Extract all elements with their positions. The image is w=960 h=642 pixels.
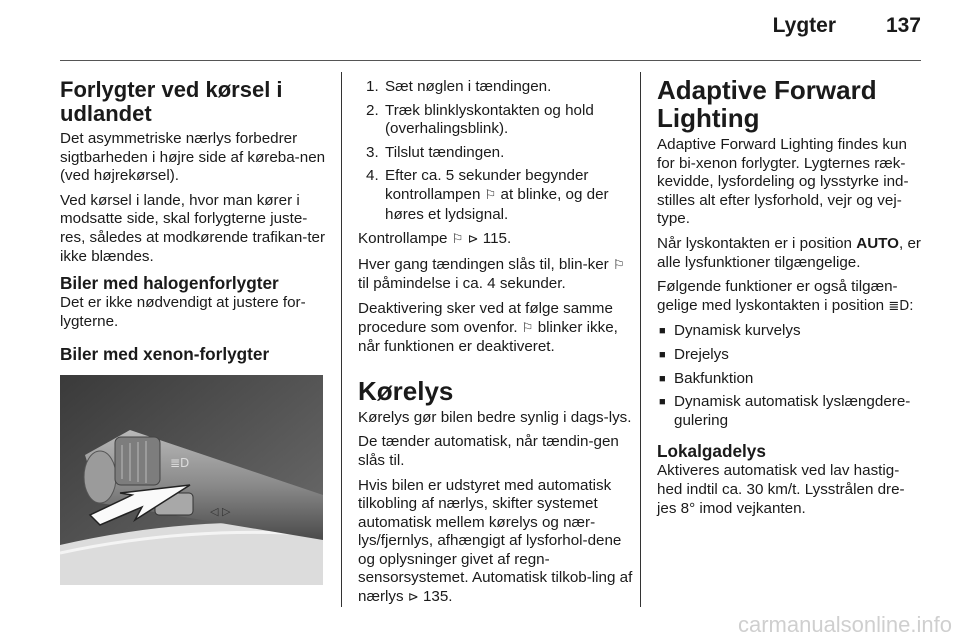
heading-halogen: Biler med halogenforlygter (60, 273, 279, 294)
column-3 (657, 76, 922, 524)
column-2 (358, 78, 633, 614)
paragraph: Følgende funktioner er også tilgæn-gelige med lyskontakten i position ≣D: (657, 278, 914, 314)
column-divider-1 (341, 72, 342, 607)
heading-local-street-lights: Lokalgadelys (657, 441, 766, 462)
list-item: ■ Dynamisk automatisk lyslængdere-gulering (657, 393, 922, 430)
indicator-icon: ⚐ (484, 187, 497, 203)
page-ref-arrow-icon: ⊳ (407, 590, 419, 606)
list-item: ■ Drejelys (657, 346, 922, 365)
paragraph: Ved kørsel i lande, hvor man kører i modsatte side, skal forlygterne juste-res, således at modkørende trafikan-ter ikke blændes. (60, 191, 326, 265)
paragraph: Kørelys gør bilen bedre synlig i dags-lys. (358, 408, 632, 426)
step-item: 2. Træk blinklyskontakten og hold (overhalingsblink). (366, 101, 594, 138)
paragraph: De tænder automatisk, når tændin-gen slås til. (358, 433, 619, 469)
step-item: 4. Efter ca. 5 sekunder begynder kontrollampen ⚐ at blinke, og der høres et lydsignal. (366, 167, 609, 223)
step-item: 3. Tilslut tændingen. (366, 143, 505, 161)
heading-adaptive-forward-lighting: Adaptive Forward Lighting (657, 75, 877, 133)
paragraph: Når lyskontakten er i position AUTO, er alle lysfunktioner tilgængelige. (657, 234, 921, 271)
step-item: 1. Sæt nøglen i tændingen. (366, 78, 552, 95)
headlamp-switch-illustration (60, 375, 323, 585)
header-rule (60, 60, 921, 61)
low-beam-icon: ≣D (888, 298, 910, 314)
page-ref-arrow-icon: ⊳ (467, 232, 479, 248)
svg-text:◁ ▷: ◁ ▷ (210, 505, 231, 518)
paragraph: Hver gang tændingen slås til, blin-ker ⚐ til påmindelse i ca. 4 sekunder. (358, 255, 625, 293)
indicator-icon: ⚐ (612, 257, 625, 273)
function-list (657, 322, 922, 430)
paragraph: Hvis bilen er udstyret med automatisk tilkobling af nærlys, skifter systemet automatisk mellem kørelys og nær-lys/fjernlys, afhængigt af lysforhol-dene og oplysninger givet af regn-sensorsystemet. Automatisk tilkob-ling af nærlys ⊳ 135. (358, 476, 633, 606)
indicator-icon: ⚐ (451, 232, 464, 248)
svg-text:≣D: ≣D (170, 456, 190, 470)
watermark: carmanualsonline.info (737, 612, 952, 637)
paragraph: Adaptive Forward Lighting findes kun for bi-xenon forlygter. Lygternes ræk-kevidde, lysfordeling og lysstyrke ind-stilles alt efter lysforhold, vejr og vej-type. (657, 136, 909, 228)
column-1 (60, 78, 326, 365)
list-item: ■ Dynamisk kurvelys (657, 322, 922, 341)
heading-xenon: Biler med xenon-forlygter (60, 344, 270, 365)
heading-daytime-lights: Kørelys (358, 375, 454, 406)
paragraph: Aktiveres automatisk ved lav hastig-hed indtil ca. 30 km/t. Lysstrålen dre-jes 8° imod vejkanten. (657, 462, 905, 517)
reference-line: Kontrollampe ⚐ ⊳ 115. (358, 230, 512, 248)
steps-list (358, 78, 633, 224)
paragraph: Det asymmetriske nærlys forbedrer sigtbarheden i højre side af køreba-nen (ved højrekørsel). (60, 130, 326, 185)
column-divider-2 (640, 72, 641, 607)
paragraph: Deaktivering sker ved at følge samme procedure som ovenfor. ⚐ blinker ikke, når funktionen er deaktiveret. (358, 299, 618, 356)
paragraph: Det er ikke nødvendigt at justere for-lygterne. (60, 294, 306, 330)
list-item: ■ Bakfunktion (657, 370, 922, 389)
heading-foreign-driving: Forlygter ved kørsel i udlandet (60, 77, 283, 126)
indicator-icon: ⚐ (521, 320, 534, 336)
page-number: 137 (885, 14, 921, 37)
header-title: Lygter (772, 14, 836, 37)
